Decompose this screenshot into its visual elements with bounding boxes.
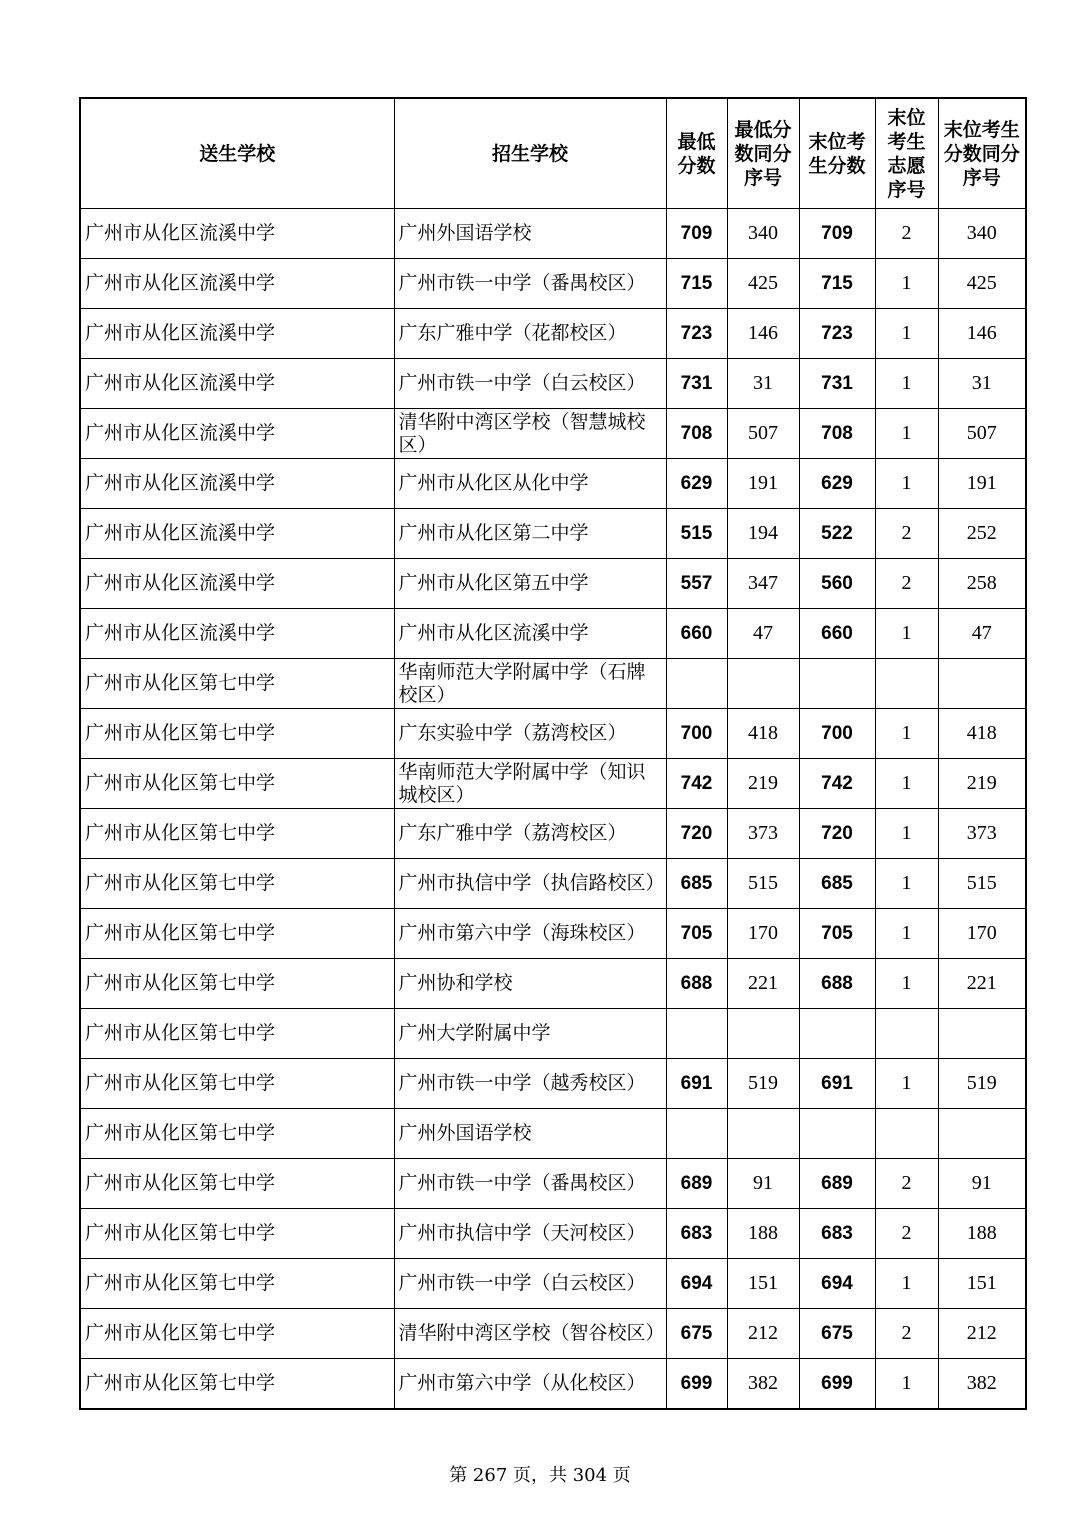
cell-min-score-tie-rank: 382 <box>727 1359 799 1410</box>
cell-admitting-school: 广州市执信中学（天河校区） <box>394 1209 666 1259</box>
table-row <box>80 1059 1026 1109</box>
cell-min-score: 629 <box>666 459 727 509</box>
admission-score-table <box>79 97 1027 1410</box>
cell-last-student-tie-rank: 170 <box>938 909 1026 959</box>
cell-min-score-tie-rank: 188 <box>727 1209 799 1259</box>
table-row <box>80 909 1026 959</box>
cell-last-student-choice-rank: 1 <box>875 709 938 759</box>
cell-sending-school: 广州市从化区流溪中学 <box>80 459 394 509</box>
cell-admitting-school: 广东广雅中学（荔湾校区） <box>394 809 666 859</box>
cell-sending-school: 广州市从化区流溪中学 <box>80 509 394 559</box>
cell-admitting-school: 广东广雅中学（花都校区） <box>394 309 666 359</box>
cell-sending-school: 广州市从化区第七中学 <box>80 859 394 909</box>
cell-admitting-school: 清华附中湾区学校（智慧城校区） <box>394 409 666 459</box>
cell-sending-school: 广州市从化区流溪中学 <box>80 559 394 609</box>
cell-last-student-choice-rank: 1 <box>875 959 938 1009</box>
table-row <box>80 559 1026 609</box>
cell-sending-school: 广州市从化区流溪中学 <box>80 609 394 659</box>
cell-sending-school: 广州市从化区流溪中学 <box>80 359 394 409</box>
cell-last-student-choice-rank <box>875 659 938 709</box>
cell-min-score: 688 <box>666 959 727 1009</box>
cell-min-score: 557 <box>666 559 727 609</box>
cell-last-student-tie-rank: 191 <box>938 459 1026 509</box>
header-admitting-school: 招生学校 <box>394 98 666 209</box>
cell-last-student-score: 691 <box>799 1059 875 1109</box>
cell-sending-school: 广州市从化区第七中学 <box>80 1159 394 1209</box>
cell-last-student-choice-rank: 1 <box>875 1059 938 1109</box>
cell-last-student-choice-rank <box>875 1109 938 1159</box>
table-row <box>80 309 1026 359</box>
table-row <box>80 359 1026 409</box>
cell-last-student-choice-rank: 1 <box>875 859 938 909</box>
cell-last-student-choice-rank: 1 <box>875 459 938 509</box>
cell-min-score-tie-rank: 340 <box>727 209 799 259</box>
cell-min-score-tie-rank <box>727 659 799 709</box>
table-row <box>80 1309 1026 1359</box>
cell-last-student-score: 700 <box>799 709 875 759</box>
cell-last-student-tie-rank: 219 <box>938 759 1026 809</box>
cell-min-score: 700 <box>666 709 727 759</box>
cell-admitting-school: 广州市铁一中学（白云校区） <box>394 1259 666 1309</box>
cell-last-student-choice-rank: 1 <box>875 609 938 659</box>
cell-min-score-tie-rank: 418 <box>727 709 799 759</box>
table-row <box>80 509 1026 559</box>
table-row <box>80 1109 1026 1159</box>
cell-last-student-tie-rank: 340 <box>938 209 1026 259</box>
cell-sending-school: 广州市从化区第七中学 <box>80 1309 394 1359</box>
cell-admitting-school: 广州市从化区第二中学 <box>394 509 666 559</box>
cell-last-student-tie-rank: 151 <box>938 1259 1026 1309</box>
cell-sending-school: 广州市从化区流溪中学 <box>80 309 394 359</box>
cell-last-student-choice-rank: 1 <box>875 809 938 859</box>
table-row <box>80 709 1026 759</box>
cell-admitting-school: 广州外国语学校 <box>394 1109 666 1159</box>
cell-sending-school: 广州市从化区第七中学 <box>80 959 394 1009</box>
cell-sending-school: 广州市从化区第七中学 <box>80 659 394 709</box>
cell-last-student-tie-rank: 221 <box>938 959 1026 1009</box>
header-sending-school: 送生学校 <box>80 98 394 209</box>
cell-min-score-tie-rank: 194 <box>727 509 799 559</box>
cell-admitting-school: 广州市铁一中学（越秀校区） <box>394 1059 666 1109</box>
table-row <box>80 1359 1026 1410</box>
cell-min-score-tie-rank <box>727 1109 799 1159</box>
table-row <box>80 1209 1026 1259</box>
cell-last-student-choice-rank: 1 <box>875 359 938 409</box>
cell-last-student-choice-rank: 1 <box>875 759 938 809</box>
cell-last-student-score <box>799 659 875 709</box>
cell-min-score: 742 <box>666 759 727 809</box>
cell-min-score <box>666 1109 727 1159</box>
cell-admitting-school: 广州大学附属中学 <box>394 1009 666 1059</box>
cell-min-score: 705 <box>666 909 727 959</box>
cell-last-student-score: 723 <box>799 309 875 359</box>
cell-last-student-score: 720 <box>799 809 875 859</box>
cell-last-student-tie-rank: 252 <box>938 509 1026 559</box>
cell-admitting-school: 华南师范大学附属中学（知识城校区） <box>394 759 666 809</box>
cell-last-student-tie-rank: 258 <box>938 559 1026 609</box>
cell-min-score-tie-rank: 219 <box>727 759 799 809</box>
cell-sending-school: 广州市从化区第七中学 <box>80 759 394 809</box>
cell-last-student-score: 688 <box>799 959 875 1009</box>
table-row <box>80 659 1026 709</box>
cell-last-student-tie-rank <box>938 1109 1026 1159</box>
cell-min-score-tie-rank: 146 <box>727 309 799 359</box>
cell-min-score-tie-rank: 47 <box>727 609 799 659</box>
cell-min-score-tie-rank: 91 <box>727 1159 799 1209</box>
cell-admitting-school: 广州市从化区从化中学 <box>394 459 666 509</box>
cell-admitting-school: 广州协和学校 <box>394 959 666 1009</box>
cell-last-student-score: 709 <box>799 209 875 259</box>
cell-last-student-tie-rank: 507 <box>938 409 1026 459</box>
cell-admitting-school: 清华附中湾区学校（智谷校区） <box>394 1309 666 1359</box>
cell-last-student-score: 705 <box>799 909 875 959</box>
cell-last-student-score: 742 <box>799 759 875 809</box>
cell-last-student-score: 715 <box>799 259 875 309</box>
cell-last-student-score: 694 <box>799 1259 875 1309</box>
cell-last-student-tie-rank: 515 <box>938 859 1026 909</box>
cell-sending-school: 广州市从化区第七中学 <box>80 809 394 859</box>
cell-admitting-school: 广州市铁一中学（番禺校区） <box>394 1159 666 1209</box>
cell-min-score: 675 <box>666 1309 727 1359</box>
cell-sending-school: 广州市从化区第七中学 <box>80 709 394 759</box>
cell-last-student-choice-rank: 2 <box>875 559 938 609</box>
cell-min-score-tie-rank: 151 <box>727 1259 799 1309</box>
table-row <box>80 459 1026 509</box>
cell-min-score-tie-rank <box>727 1009 799 1059</box>
cell-min-score: 660 <box>666 609 727 659</box>
cell-last-student-tie-rank <box>938 659 1026 709</box>
table-body <box>80 209 1026 1410</box>
cell-last-student-score: 683 <box>799 1209 875 1259</box>
cell-last-student-tie-rank: 425 <box>938 259 1026 309</box>
cell-last-student-tie-rank: 382 <box>938 1359 1026 1410</box>
table-row <box>80 1259 1026 1309</box>
header-last-student-choice-rank: 末位考生志愿序号 <box>875 98 938 209</box>
cell-min-score-tie-rank: 507 <box>727 409 799 459</box>
table-row <box>80 959 1026 1009</box>
table-row <box>80 259 1026 309</box>
cell-min-score <box>666 1009 727 1059</box>
cell-admitting-school: 广州市从化区第五中学 <box>394 559 666 609</box>
page-number: 第 267 页，共 304 页 <box>449 1465 631 1486</box>
cell-admitting-school: 广州市铁一中学（白云校区） <box>394 359 666 409</box>
header-last-student-score: 末位考生分数 <box>799 98 875 209</box>
cell-last-student-tie-rank: 188 <box>938 1209 1026 1259</box>
cell-last-student-score <box>799 1009 875 1059</box>
header-row <box>80 98 1026 209</box>
header-min-score: 最低分数 <box>666 98 727 209</box>
cell-min-score-tie-rank: 31 <box>727 359 799 409</box>
cell-min-score: 720 <box>666 809 727 859</box>
cell-min-score: 723 <box>666 309 727 359</box>
cell-sending-school: 广州市从化区流溪中学 <box>80 409 394 459</box>
cell-last-student-score <box>799 1109 875 1159</box>
header-last-student-tie-rank: 末位考生分数同分序号 <box>938 98 1026 209</box>
header-min-score-tie-rank: 最低分数同分序号 <box>727 98 799 209</box>
cell-last-student-tie-rank: 91 <box>938 1159 1026 1209</box>
table-row <box>80 409 1026 459</box>
cell-sending-school: 广州市从化区第七中学 <box>80 1059 394 1109</box>
cell-last-student-score: 560 <box>799 559 875 609</box>
cell-last-student-score: 699 <box>799 1359 875 1410</box>
cell-min-score-tie-rank: 221 <box>727 959 799 1009</box>
cell-last-student-tie-rank: 373 <box>938 809 1026 859</box>
cell-sending-school: 广州市从化区第七中学 <box>80 909 394 959</box>
cell-last-student-score: 629 <box>799 459 875 509</box>
cell-last-student-tie-rank: 212 <box>938 1309 1026 1359</box>
cell-sending-school: 广州市从化区第七中学 <box>80 1259 394 1309</box>
cell-min-score-tie-rank: 212 <box>727 1309 799 1359</box>
table-row <box>80 759 1026 809</box>
cell-last-student-tie-rank <box>938 1009 1026 1059</box>
cell-last-student-choice-rank: 2 <box>875 1159 938 1209</box>
cell-sending-school: 广州市从化区流溪中学 <box>80 209 394 259</box>
cell-last-student-score: 689 <box>799 1159 875 1209</box>
cell-last-student-score: 522 <box>799 509 875 559</box>
cell-last-student-tie-rank: 31 <box>938 359 1026 409</box>
cell-admitting-school: 广东实验中学（荔湾校区） <box>394 709 666 759</box>
table-row <box>80 859 1026 909</box>
cell-min-score: 715 <box>666 259 727 309</box>
cell-admitting-school: 广州市执信中学（执信路校区） <box>394 859 666 909</box>
cell-min-score-tie-rank: 425 <box>727 259 799 309</box>
cell-admitting-school: 广州市从化区流溪中学 <box>394 609 666 659</box>
cell-last-student-score: 685 <box>799 859 875 909</box>
cell-min-score <box>666 659 727 709</box>
cell-last-student-choice-rank: 1 <box>875 409 938 459</box>
cell-last-student-score: 675 <box>799 1309 875 1359</box>
cell-admitting-school: 广州市第六中学（海珠校区） <box>394 909 666 959</box>
cell-min-score: 515 <box>666 509 727 559</box>
cell-min-score: 709 <box>666 209 727 259</box>
cell-min-score: 694 <box>666 1259 727 1309</box>
cell-sending-school: 广州市从化区第七中学 <box>80 1009 394 1059</box>
cell-last-student-score: 731 <box>799 359 875 409</box>
cell-last-student-choice-rank: 2 <box>875 209 938 259</box>
cell-last-student-choice-rank: 2 <box>875 509 938 559</box>
cell-sending-school: 广州市从化区流溪中学 <box>80 259 394 309</box>
cell-admitting-school: 广州市铁一中学（番禺校区） <box>394 259 666 309</box>
cell-min-score: 708 <box>666 409 727 459</box>
cell-min-score: 731 <box>666 359 727 409</box>
cell-last-student-choice-rank: 1 <box>875 1359 938 1410</box>
cell-min-score-tie-rank: 170 <box>727 909 799 959</box>
table-row <box>80 609 1026 659</box>
cell-last-student-choice-rank: 1 <box>875 1259 938 1309</box>
table-row <box>80 1159 1026 1209</box>
cell-sending-school: 广州市从化区第七中学 <box>80 1109 394 1159</box>
cell-last-student-choice-rank: 2 <box>875 1209 938 1259</box>
cell-min-score: 699 <box>666 1359 727 1410</box>
cell-last-student-choice-rank: 1 <box>875 309 938 359</box>
cell-min-score-tie-rank: 373 <box>727 809 799 859</box>
cell-last-student-score: 708 <box>799 409 875 459</box>
cell-sending-school: 广州市从化区第七中学 <box>80 1209 394 1259</box>
cell-admitting-school: 华南师范大学附属中学（石牌校区） <box>394 659 666 709</box>
cell-last-student-choice-rank: 2 <box>875 1309 938 1359</box>
cell-last-student-choice-rank: 1 <box>875 909 938 959</box>
cell-min-score: 689 <box>666 1159 727 1209</box>
cell-last-student-tie-rank: 418 <box>938 709 1026 759</box>
table-row <box>80 809 1026 859</box>
cell-min-score-tie-rank: 515 <box>727 859 799 909</box>
cell-last-student-tie-rank: 146 <box>938 309 1026 359</box>
table-row <box>80 1009 1026 1059</box>
cell-admitting-school: 广州外国语学校 <box>394 209 666 259</box>
cell-min-score: 683 <box>666 1209 727 1259</box>
cell-min-score-tie-rank: 347 <box>727 559 799 609</box>
cell-last-student-choice-rank: 1 <box>875 259 938 309</box>
cell-admitting-school: 广州市第六中学（从化校区） <box>394 1359 666 1410</box>
cell-min-score-tie-rank: 191 <box>727 459 799 509</box>
cell-last-student-tie-rank: 47 <box>938 609 1026 659</box>
cell-sending-school: 广州市从化区第七中学 <box>80 1359 394 1410</box>
cell-min-score: 691 <box>666 1059 727 1109</box>
table-row <box>80 209 1026 259</box>
cell-last-student-tie-rank: 519 <box>938 1059 1026 1109</box>
cell-min-score-tie-rank: 519 <box>727 1059 799 1109</box>
cell-min-score: 685 <box>666 859 727 909</box>
cell-last-student-score: 660 <box>799 609 875 659</box>
cell-last-student-choice-rank <box>875 1009 938 1059</box>
